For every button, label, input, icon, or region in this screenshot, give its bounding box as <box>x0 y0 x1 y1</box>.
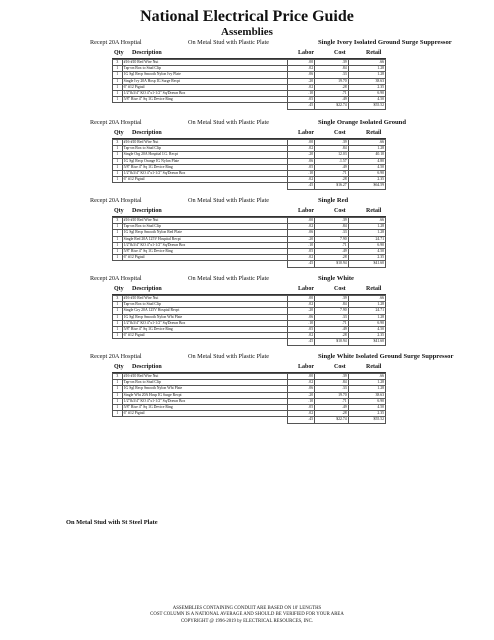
table-cell: 4.50 <box>348 326 385 332</box>
table-cell: .06 <box>288 314 315 320</box>
table-cell: .71 <box>315 90 349 96</box>
column-headers <box>112 207 386 217</box>
assembly-sections <box>0 38 494 438</box>
table-cell: Tap-on Box to Stud Clip <box>122 380 288 386</box>
table-cell: 4.80 <box>348 158 385 164</box>
total-cell: $22.74 <box>315 103 349 109</box>
table-cell: 3 <box>113 60 123 66</box>
table-cell: 1.28 <box>348 302 385 308</box>
col-header-cost: Cost <box>334 208 346 214</box>
table-cell: Tap-on Box to Stud Clip <box>122 224 288 230</box>
total-row <box>113 261 386 267</box>
col-header-cost: Cost <box>334 286 346 292</box>
table-cell: 1G Sgl Recp Smooth Nylon Ivy Plate <box>122 72 288 78</box>
table-cell: 7.90 <box>315 308 349 314</box>
table-cell: 1 <box>113 404 123 410</box>
page-title: National Electrical Price Guide <box>140 8 354 25</box>
section-header <box>0 196 494 207</box>
table-cell: .49 <box>315 248 349 254</box>
footer-line: COST COLUMN IS A NATIONAL AVERAGE AND SHOULD BE VERIFIED FOR YOUR AREA <box>150 612 344 618</box>
col-header-labor: Labor <box>298 286 315 292</box>
total-cell: $64.59 <box>348 183 385 189</box>
table-cell: .00 <box>288 296 315 302</box>
table-cell: 12.03 <box>315 152 349 158</box>
table-cell: 1.28 <box>348 230 385 236</box>
table-cell: .39 <box>315 140 349 146</box>
table-cell: .49 <box>315 97 349 103</box>
section-h3: Single Ivory Isolated Ground Surge Suppressor <box>318 39 452 46</box>
total-cell: $55.52 <box>348 103 385 109</box>
total-cell: .45 <box>288 183 315 189</box>
total-cell: .45 <box>288 339 315 345</box>
table-cell: .10 <box>288 90 315 96</box>
table-cell: .06 <box>288 158 315 164</box>
table-cell: 1/2"&3/4" KO 4"x1-1/2" Sq/Drawn Box <box>122 398 288 404</box>
table-cell: 19.70 <box>315 392 349 398</box>
ending-heading: On Metal Stud with St Steel Plate <box>66 519 158 526</box>
table-cell: .05 <box>288 248 315 254</box>
table-cell: 6.90 <box>348 398 385 404</box>
total-row <box>113 103 386 109</box>
col-header-labor: Labor <box>298 50 315 56</box>
table-cell: Tap-on Box to Stud Clip <box>122 146 288 152</box>
table-cell: 1/2"&3/4" KO 4"x1-1/2" Sq/Drawn Box <box>122 242 288 248</box>
column-headers <box>112 129 386 139</box>
table-cell: 1 <box>113 398 123 404</box>
col-header-retail: Retail <box>366 130 382 136</box>
table-cell: .84 <box>315 302 349 308</box>
table-cell: .20 <box>288 152 315 158</box>
table-cell: 1 <box>113 158 123 164</box>
table-cell: 19.70 <box>315 78 349 84</box>
table-cell: 1 <box>113 66 123 72</box>
section-header <box>0 352 494 363</box>
table-cell: 2.35 <box>348 333 385 339</box>
table-cell: .28 <box>315 255 349 261</box>
table-cell: 1G Sgl Recp Smooth Nylon Red Plate <box>122 230 288 236</box>
section-h1: Recept 20A Hospital <box>90 275 142 282</box>
table-cell: .00 <box>288 218 315 224</box>
section-h3: Single White <box>318 275 354 282</box>
table-cell: .00 <box>288 374 315 380</box>
table-cell: 1 <box>113 152 123 158</box>
table-cell: #16-#10 Red Wire Nut <box>122 296 288 302</box>
total-cell: $10.94 <box>315 261 349 267</box>
items-table <box>112 295 386 346</box>
table-cell: .02 <box>288 146 315 152</box>
total-cell: $41.60 <box>348 339 385 345</box>
table-cell: .39 <box>315 218 349 224</box>
table-cell: 1 <box>113 320 123 326</box>
table-cell: 6" #12 Pigtail <box>122 411 288 417</box>
assembly-section <box>0 274 494 352</box>
empty-cell <box>122 261 288 267</box>
table-cell: 2.35 <box>348 255 385 261</box>
table-cell: 1 <box>113 236 123 242</box>
col-header-qty: Qty <box>114 208 124 214</box>
table-cell: 3 <box>113 374 123 380</box>
table-cell: 1G Sgl Recp Smooth Nylon Wht Plate <box>122 386 288 392</box>
table-cell: 1 <box>113 78 123 84</box>
col-header-qty: Qty <box>114 130 124 136</box>
table-cell: 1 <box>113 411 123 417</box>
col-header-qty: Qty <box>114 50 124 56</box>
items-table <box>112 217 386 268</box>
table-cell: .49 <box>315 326 349 332</box>
table-cell: 3 <box>113 218 123 224</box>
table-cell: .02 <box>288 84 315 90</box>
table-cell: 38.63 <box>348 392 385 398</box>
table-cell: 6.90 <box>348 320 385 326</box>
table-cell: 1 <box>113 97 123 103</box>
table-cell: .84 <box>315 380 349 386</box>
section-h2: On Metal Stud with Plastic Plate <box>188 197 269 204</box>
table-cell: 6" #12 Pigtail <box>122 84 288 90</box>
table-cell: 1.28 <box>348 380 385 386</box>
empty-cell <box>113 417 123 423</box>
table-cell: 6" #12 Pigtail <box>122 255 288 261</box>
col-header-description: Description <box>132 286 162 292</box>
table-cell: 3 <box>113 296 123 302</box>
table-cell: 2.35 <box>348 177 385 183</box>
table-cell: 6.90 <box>348 242 385 248</box>
table-cell: 24.71 <box>348 308 385 314</box>
table-cell: 4.50 <box>348 164 385 170</box>
table-cell: 1 <box>113 248 123 254</box>
table-cell: .84 <box>315 146 349 152</box>
assembly-section <box>0 118 494 196</box>
col-header-retail: Retail <box>366 208 382 214</box>
section-h1: Recept 20A Hosptial <box>90 39 142 46</box>
table-cell: 7.90 <box>315 236 349 242</box>
table-cell: .66 <box>348 140 385 146</box>
table-cell: .05 <box>288 164 315 170</box>
col-header-retail: Retail <box>366 50 382 56</box>
col-header-description: Description <box>132 364 162 370</box>
table-cell: 1 <box>113 90 123 96</box>
column-headers <box>112 363 386 373</box>
table-cell: 2.35 <box>348 84 385 90</box>
section-h2: On Metal Stud with Plastic Plate <box>188 119 269 126</box>
table-cell: #16-#10 Red Wire Nut <box>122 140 288 146</box>
table-cell: 4.50 <box>348 248 385 254</box>
table-cell: .10 <box>288 320 315 326</box>
table-cell: 1.28 <box>348 146 385 152</box>
col-header-qty: Qty <box>114 364 124 370</box>
empty-cell <box>122 103 288 109</box>
table-cell: 1 <box>113 224 123 230</box>
table-cell: 5/8" Rise 4" Sq 1G Device Ring <box>122 164 288 170</box>
table-cell: .02 <box>288 380 315 386</box>
table-cell: 1 <box>113 302 123 308</box>
total-row <box>113 183 386 189</box>
table-cell: .28 <box>315 177 349 183</box>
footer <box>0 606 494 625</box>
table-cell: 5/8" Rise 4" Sq 1G Device Ring <box>122 326 288 332</box>
table-cell: .02 <box>288 66 315 72</box>
table-cell: .33 <box>315 72 349 78</box>
footer-line: ASSEMBLIES CONTAINING CONDUIT ARE BASED ON 10' LENGTHS <box>172 606 322 611</box>
table-cell: 1 <box>113 380 123 386</box>
table-cell: 1/2"&3/4" KO 4"x1-1/2" Sq/Drawn Box <box>122 90 288 96</box>
table-cell: 1 <box>113 170 123 176</box>
table-cell: .71 <box>315 170 349 176</box>
table-cell: .66 <box>348 60 385 66</box>
footer-line: COPYRIGHT @ 1996-2019 by ELECTRICAL RESOURCES, INC. <box>180 618 314 624</box>
table-cell: 1 <box>113 333 123 339</box>
table-cell: .39 <box>315 60 349 66</box>
table-cell: .02 <box>288 255 315 261</box>
table-cell: .10 <box>288 170 315 176</box>
empty-cell <box>113 183 123 189</box>
table-cell: .33 <box>315 230 349 236</box>
total-cell: .45 <box>288 103 315 109</box>
col-header-cost: Cost <box>334 130 346 136</box>
section-h3: Single Orange Isolated Ground <box>318 119 406 126</box>
total-row <box>113 417 386 423</box>
table-cell: .33 <box>315 314 349 320</box>
table-cell: 1 <box>113 72 123 78</box>
table-cell: .05 <box>288 326 315 332</box>
total-cell: .45 <box>288 261 315 267</box>
table-cell: .10 <box>288 242 315 248</box>
table-cell: 6" #12 Pigtail <box>122 177 288 183</box>
section-h3: Single White Isolated Ground Surge Suppressor <box>318 353 454 360</box>
table-cell: 38.63 <box>348 78 385 84</box>
table-cell: .02 <box>288 302 315 308</box>
table-cell: .06 <box>288 230 315 236</box>
table-cell: 6.90 <box>348 170 385 176</box>
total-cell: $10.94 <box>315 339 349 345</box>
table-cell: 1 <box>113 386 123 392</box>
table-cell: .00 <box>288 60 315 66</box>
table-cell: 1/2"&3/4" KO 4"x1-1/2" Sq/Drawn Box <box>122 320 288 326</box>
empty-cell <box>122 417 288 423</box>
table-cell: .84 <box>315 224 349 230</box>
col-header-labor: Labor <box>298 208 315 214</box>
table-cell: .06 <box>288 72 315 78</box>
table-cell: .00 <box>288 140 315 146</box>
section-header <box>0 38 494 49</box>
table-cell: 4.50 <box>348 404 385 410</box>
table-cell: .05 <box>288 97 315 103</box>
table-cell: 1 <box>113 177 123 183</box>
table-cell: Single Red 20A 125V Hospital Recpt <box>122 236 288 242</box>
section-h1: Recept 20A Hospital <box>90 197 142 204</box>
table-cell: 1 <box>113 326 123 332</box>
table-cell: 1 <box>113 314 123 320</box>
table-cell: .06 <box>288 386 315 392</box>
table-cell: .66 <box>348 218 385 224</box>
empty-cell <box>122 339 288 345</box>
table-cell: 1.28 <box>348 386 385 392</box>
table-cell: .84 <box>315 66 349 72</box>
total-cell: $16.27 <box>315 183 349 189</box>
col-header-cost: Cost <box>334 50 346 56</box>
table-cell: .10 <box>288 398 315 404</box>
items-table <box>112 373 386 424</box>
col-header-labor: Labor <box>298 130 315 136</box>
table-cell: 1.28 <box>348 224 385 230</box>
table-cell: .71 <box>315 398 349 404</box>
table-cell: 1G Sgl Recp Smooth Nylon Wht Plate <box>122 314 288 320</box>
table-cell: .49 <box>315 164 349 170</box>
table-cell: .33 <box>315 386 349 392</box>
table-cell: 1 <box>113 392 123 398</box>
table-cell: .05 <box>288 404 315 410</box>
table-cell: .20 <box>288 236 315 242</box>
table-cell: 40.10 <box>348 152 385 158</box>
empty-cell <box>113 103 123 109</box>
section-h1: Recept 20A Hosptial <box>90 353 142 360</box>
table-cell: .20 <box>288 308 315 314</box>
table-cell: 1 <box>113 164 123 170</box>
table-cell: .28 <box>315 333 349 339</box>
items-table <box>112 139 386 190</box>
table-cell: 2.35 <box>348 411 385 417</box>
assembly-section <box>0 352 494 438</box>
section-h2: On Metal Stud with Plastic Plate <box>188 353 269 360</box>
table-cell: #16-#10 Red Wire Nut <box>122 60 288 66</box>
table-cell: Tap-on Box to Stud Clip <box>122 302 288 308</box>
table-cell: .20 <box>288 78 315 84</box>
table-cell: .20 <box>288 392 315 398</box>
assembly-section <box>0 196 494 274</box>
total-cell: $22.74 <box>315 417 349 423</box>
total-row <box>113 339 386 345</box>
table-cell: 24.71 <box>348 236 385 242</box>
table-cell: 1.28 <box>348 314 385 320</box>
section-h3: Single Red <box>318 197 349 204</box>
table-cell: .02 <box>288 177 315 183</box>
total-cell: $55.52 <box>348 417 385 423</box>
table-cell: #16-#10 Red Wire Nut <box>122 218 288 224</box>
section-header <box>0 274 494 285</box>
page-subtitle: Assemblies <box>221 26 273 38</box>
table-cell: 3 <box>113 140 123 146</box>
col-header-retail: Retail <box>366 286 382 292</box>
table-cell: .28 <box>315 411 349 417</box>
col-header-description: Description <box>132 208 162 214</box>
items-table <box>112 59 386 110</box>
empty-cell <box>113 261 123 267</box>
total-cell: $41.60 <box>348 261 385 267</box>
table-cell: .39 <box>315 296 349 302</box>
table-cell: 5/8" Rise 4" Sq 1G Device Ring <box>122 97 288 103</box>
table-cell: 1.28 <box>348 66 385 72</box>
table-cell: 5/8" Rise 4" Sq 1G Device Ring <box>122 404 288 410</box>
col-header-cost: Cost <box>334 364 346 370</box>
table-cell: 1 <box>113 230 123 236</box>
col-header-qty: Qty <box>114 286 124 292</box>
table-cell: 1 <box>113 308 123 314</box>
table-cell: Single Wht 20A Hosp IG Surge Recpt <box>122 392 288 398</box>
assembly-section <box>0 38 494 118</box>
table-cell: Single Gry 20A 125V Hosptal Recpt <box>122 308 288 314</box>
col-header-labor: Labor <box>298 364 315 370</box>
table-cell: Tap-on Box to Stud Clip <box>122 66 288 72</box>
table-cell: .02 <box>288 411 315 417</box>
empty-cell <box>122 183 288 189</box>
col-header-retail: Retail <box>366 364 382 370</box>
table-cell: 5/8" Rise 4" Sq 1G Device Ring <box>122 248 288 254</box>
table-cell: .49 <box>315 404 349 410</box>
table-cell: .02 <box>288 224 315 230</box>
table-cell: 1 <box>113 84 123 90</box>
table-cell: 6.90 <box>348 90 385 96</box>
table-cell: .28 <box>315 84 349 90</box>
table-cell: .71 <box>315 242 349 248</box>
table-cell: Single Ivy 20A Hosp IG Surge Recpt <box>122 78 288 84</box>
table-cell: .71 <box>315 320 349 326</box>
table-cell: #16-#10 Red Wire Nut <box>122 374 288 380</box>
table-cell: 1.28 <box>348 72 385 78</box>
total-cell: .45 <box>288 417 315 423</box>
table-cell: .39 <box>315 374 349 380</box>
table-cell: .1.57 <box>315 158 349 164</box>
table-cell: .66 <box>348 374 385 380</box>
table-cell: 1G Sgl Recp Orange IG Nylon Plate <box>122 158 288 164</box>
column-headers <box>112 285 386 295</box>
section-h2: On Metal Stud with Plastic Plate <box>188 275 269 282</box>
table-cell: 6" #12 Pigtail <box>122 333 288 339</box>
table-cell: .66 <box>348 296 385 302</box>
section-h2: On Metal Stud with Plastic Plate <box>188 39 269 46</box>
table-cell: 1 <box>113 242 123 248</box>
empty-cell <box>113 339 123 345</box>
table-cell: 1 <box>113 146 123 152</box>
table-cell: 1/2"&3/4" KO 4"x1-1/2" Sq/Drawn Box <box>122 170 288 176</box>
column-headers <box>112 49 386 59</box>
table-cell: 4.50 <box>348 97 385 103</box>
table-cell: .02 <box>288 333 315 339</box>
col-header-description: Description <box>132 130 162 136</box>
table-cell: 1 <box>113 255 123 261</box>
table-cell: Single Org 20A Hospital I.G. Recpt <box>122 152 288 158</box>
section-h1: Recept 20A Hosptial <box>90 119 142 126</box>
section-header <box>0 118 494 129</box>
col-header-description: Description <box>132 50 162 56</box>
